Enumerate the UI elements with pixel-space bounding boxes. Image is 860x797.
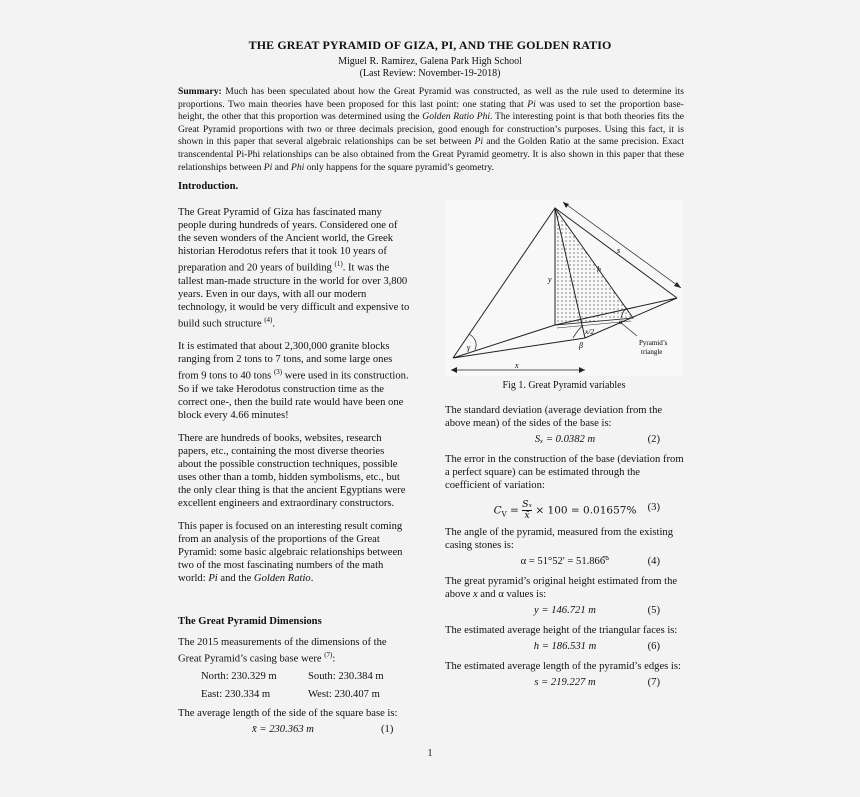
equation-3 [445,494,685,522]
equation-3-number: (3) [647,502,660,513]
label-gamma: γ [467,343,471,352]
equation-5-number: (5) [647,605,660,616]
dimensions-paragraph [178,636,410,666]
arrow-head [451,367,457,373]
cv-symbol: C [493,504,502,517]
equation-4 [445,555,685,571]
equation-7-formula: s = 219.227 m [534,677,596,688]
summary-pi: Pi [263,161,273,173]
label-beta: β [579,341,583,350]
intro-paragraph-1 [178,206,410,330]
pyramid-diagram [445,200,683,376]
summary-label: Summary: [178,86,222,97]
summary-text: and the Golden Ratio at the same precision. Exact transcendental Pi-Phi relationships can be also obtained from the Great Pyramid geometry. It is also shown in this paper that these relationships between [178,136,684,173]
text: This paper is focused on an interesting result coming from an analysis of the proportions of the Great Pyramid: some basic algebraic relationships between two of the most fascinating numbers of the math world: [178,520,403,584]
introduction-heading: Introduction. [178,181,239,192]
equation-4-number: (4) [647,556,660,567]
cv-subscript: V [501,510,507,519]
text: The 2015 measurements of the dimensions of the Great Pyramid’s casing base were [178,636,387,665]
equation-7 [445,676,685,692]
summary-text: Much has been speculated about how the Great Pyramid was constructed, as well as the rule used to determine its proportions. Two main theories have been proposed for this last point: one stating that [178,86,684,110]
text-x: x [472,589,478,600]
text: were used in its construction. So if we take Herodotus construction time as the correct one-, then the build rate would have been one block every 4.66 minutes! [178,370,409,421]
summary-golden-ratio: Golden Ratio Phi [422,111,491,123]
average-text: The average length of the side of the square base is: [178,708,398,720]
edge-length-text: The estimated average length of the pyramid’s edges is: [445,661,681,672]
arrow-head [579,367,585,373]
label-pyramid-triangle: triangle [641,348,663,356]
text: The great pyramid’s original height estimated from the above [445,576,678,600]
equation-5 [445,604,685,620]
summary-text: only happens for the square pyramid’s geometry. [304,161,494,173]
std-dev-text: The standard deviation (average deviation from the above mean) of the sides of the base is: [445,405,663,429]
equation-7-number: (7) [647,677,660,688]
reference: (3) [273,368,283,377]
summary-paragraph [178,86,684,174]
figure-caption: Fig 1. Great Pyramid variables [502,380,626,391]
intro-paragraph-2 [178,340,410,422]
dimensions-heading: The Great Pyramid Dimensions [178,615,322,627]
equals: = [506,504,523,517]
equation-6-number: (6) [647,641,660,652]
text: It is estimated that about 2,300,000 granite blocks ranging from 2 tons to 7 tons, and some large ones from 9 tons to 40 tons [178,341,393,382]
left-column [178,180,410,739]
label-h: h [597,265,601,274]
text: . [272,318,276,330]
label-x-half: x/2 [585,327,595,336]
fraction [522,500,532,521]
intro-paragraph-3: There are hundreds of books, websites, research papers, etc., containing the most diverse theories about the possible construction techniques, possible uses other than a tomb, hidden symbolisms, etc., but the only clear thing is that the ancient Egyptians were excellent engineers and extraordinary constructors. [178,432,406,509]
equation-4-formula: α = 51°52' = 51.866̅° [520,556,610,567]
summary-text: and [272,161,291,173]
text: : [332,653,336,665]
fraction-denominator: x̄ [524,510,530,521]
fraction-numerator: Sₓ [522,499,533,510]
equation-6 [445,640,685,656]
paper-title: THE GREAT PYRAMID OF GIZA, PI, AND THE GOLDEN RATIO [248,38,612,52]
reference: (1) [334,260,343,268]
text-golden-ratio: Golden Ratio [253,572,311,584]
page-number: 1 [427,748,433,759]
pyramid-edge [453,208,555,358]
reference: (7) [324,650,333,659]
label-alpha: α [619,318,623,326]
east-measurement: East: 230.334 m [201,689,271,701]
arrow-head [674,282,681,288]
error-text: The error in the construction of the base (deviation from a perfect square) can be estimated through the coefficient of variation: [445,454,684,491]
angle-text: The angle of the pyramid, measured from the existing casing stones is: [445,527,673,551]
label-y: y [548,275,552,284]
summary-pi: Pi [474,136,484,148]
equation-2-formula: Sₓ = 0.0382 m [534,434,596,445]
right-column [445,404,685,696]
equation-1 [178,723,410,739]
dimension-row [178,670,410,686]
label-s: s [617,246,621,255]
summary-text: was used to set the proportion base-height, the other that this proportion was determined using the [178,98,684,123]
review-date: (Last Review: November-19-2018) [359,68,501,79]
text: The Great Pyramid of Giza has fascinated many people during hundreds of years. Considered one of the seven wonders of the Ancient world, the Greek historian Herodotus refers that it took 10 years of preparation and 20 years of building [178,207,398,274]
text: . It was the tallest man-made structure in the world for over 3,800 years. Even in our days, with all our modern technology, it would be very difficult and expensive to build such structure [178,262,410,330]
text: and the [217,572,254,584]
reference: (4) [264,315,273,324]
beta-arc [573,326,583,338]
equation-5-formula: y = 146.721 m [534,605,596,616]
height-text [445,575,685,601]
summary-text: . The interesting point is that both theories fits the Great Pyramid proportions with two or three decimals precision, good enough for construction’s purposes. Using this fact, it is shown in this paper that several algebraic relationships can be set between [178,111,684,148]
summary-pi: Pi [527,98,536,110]
equation-1-number: (1) [381,724,394,736]
label-pyramid-triangle: Pyramid’s [639,339,668,347]
label-x: x [515,361,519,370]
intro-paragraph-4 [178,520,410,585]
north-measurement: North: 230.329 m [201,671,277,683]
text-pi: Pi [208,572,218,584]
text: and α values is: [477,589,547,600]
south-measurement: South: 230.384 m [308,671,384,683]
equation-2-number: (2) [647,434,660,445]
summary-phi: Phi [290,161,305,173]
triangle-height-text: The estimated average height of the triangular faces is: [445,625,678,636]
dimension-row [178,688,410,704]
author-line: Miguel R. Ramírez, Galena Park High School [338,56,522,67]
pyramid-triangle-shading [555,208,633,325]
equation-3-result: × 100 = 0.01657% [532,504,637,517]
west-measurement: West: 230.407 m [308,689,380,701]
arrow-head [563,202,569,208]
equation-2 [445,433,685,449]
text: . [310,572,314,584]
pyramid-figure [445,200,683,376]
equation-1-formula: x̄ = 230.363 m [252,724,314,736]
equation-6-formula: h = 186.531 m [533,641,597,652]
